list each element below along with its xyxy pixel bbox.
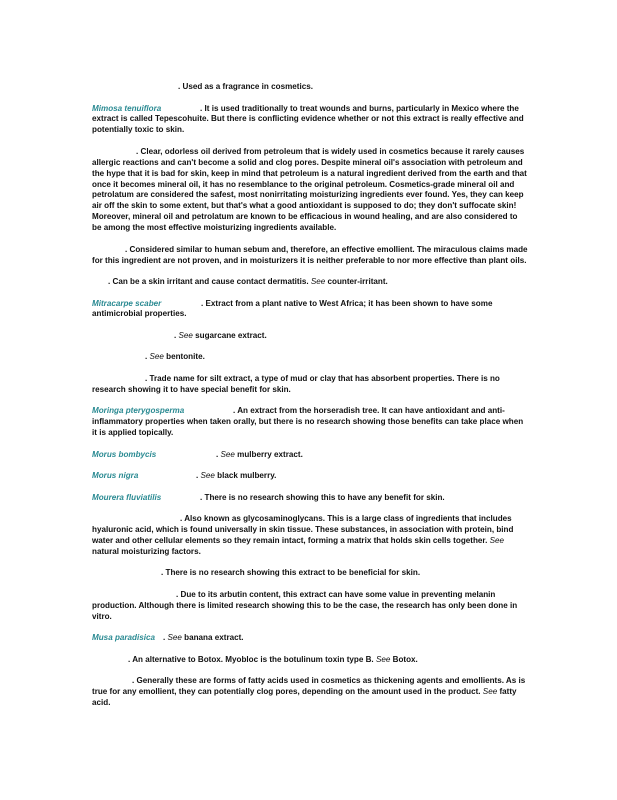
entry-term: Mimosa tenuiflora bbox=[92, 103, 162, 113]
entry-text: . Considered similar to human sebum and, therefore, an effective emollient. The miraculous claims made for this ingredient are not proven, and in moisturizers it is neither preferable to nor more effective than plant oils. bbox=[92, 244, 528, 265]
cross-reference-link[interactable]: black mulberry. bbox=[217, 471, 277, 481]
see-reference: See bbox=[149, 352, 164, 362]
entry-text: . Trade name for silt extract, a type of mud or clay that has absorbent properties. There is no research showing it to have special benefit for skin. bbox=[92, 373, 500, 394]
see-reference: See bbox=[310, 277, 326, 287]
glossary-entry bbox=[92, 374, 528, 396]
see-reference: See bbox=[167, 633, 182, 643]
entry-text: . Can be a skin irritant and cause contact dermatitis. bbox=[108, 277, 311, 287]
entry-text: . Generally these are forms of fatty acids used in cosmetics as thickening agents and emollients. As is true for any emollient, they can potentially clog pores, depending on the amount used in the product. bbox=[92, 676, 526, 697]
glossary-entry bbox=[92, 633, 528, 644]
glossary-entry bbox=[92, 568, 528, 579]
entry-term: Moringa pterygosperma bbox=[92, 406, 185, 416]
entry-term: Mourera fluviatilis bbox=[92, 492, 162, 502]
see-reference: See bbox=[482, 687, 498, 697]
entry-text: . An extract from the horseradish tree. It can have antioxidant and anti-inflammatory properties when taken orally, but there is no research showing those benefits can take place when it is applied topically. bbox=[92, 406, 524, 438]
see-reference: See bbox=[220, 449, 235, 459]
entry-text: . Also known as glycosaminoglycans. This is a large class of ingredients that includes hyaluronic acid, which is found universally in skin tissue. These substances, in association with protein, bind water and other cellular elements so they remain intact, forming a matrix that holds skin cells together. bbox=[92, 514, 514, 545]
glossary-entry bbox=[92, 104, 528, 137]
glossary-entry bbox=[92, 299, 528, 321]
glossary-entry bbox=[92, 245, 528, 267]
see-reference: See bbox=[178, 330, 193, 340]
cross-reference-link[interactable]: sugarcane extract. bbox=[195, 330, 267, 340]
entry-text: . bbox=[174, 330, 179, 340]
entry-text: . It is used traditionally to treat wounds and burns, particularly in Mexico where the extract is called Tepescohuite. But there is conflicting evidence whether or not this extract is really effective and potentially toxic to skin. bbox=[92, 103, 524, 135]
entry-term: Morus bombycis bbox=[92, 449, 157, 459]
entry-term: Mitracarpe scaber bbox=[92, 298, 162, 308]
cross-reference-link[interactable]: bentonite. bbox=[166, 352, 205, 362]
entry-text: . There is no research showing this extract to be beneficial for skin. bbox=[161, 568, 421, 578]
entry-term: Musa paradisica bbox=[92, 633, 155, 643]
cross-reference-link[interactable]: banana extract. bbox=[184, 633, 244, 643]
see-reference: See bbox=[489, 536, 505, 545]
glossary-entry bbox=[92, 277, 528, 288]
cross-reference-link[interactable]: fatty acid. bbox=[92, 687, 517, 708]
glossary-entry bbox=[92, 514, 528, 558]
cross-reference-link[interactable]: mulberry extract. bbox=[237, 449, 303, 459]
glossary-entry bbox=[92, 450, 528, 461]
glossary-entry bbox=[92, 147, 528, 234]
cross-reference-link[interactable]: Botox. bbox=[392, 654, 418, 664]
glossary-entry bbox=[92, 331, 528, 342]
entry-text: . bbox=[163, 633, 168, 643]
entry-text: . Clear, odorless oil derived from petroleum that is widely used in cosmetics because it rarely causes allergic reactions and can't become a solid and clog pores. Despite mineral oil's association with petroleum and the hype that it is bad for skin, keep in mind that petroleum is a natural ingredient derived from the earth and that once it becomes mineral oil, it has no resemblance to the original petroleum. Cosmetics-grade mineral oil and petrolatum are considered the safest, most nonirritating moisturizing ingredients ever found. Yes, they can keep air off the skin to some extent, but that's what a good antioxidant is supposed to do; they don't suffocate skin! Moreover, mineral oil and petrolatum are known to be efficacious in wound healing, and are also considered to be among the most effective moisturizing ingredients available. bbox=[92, 146, 527, 233]
entry-text: . bbox=[216, 449, 221, 459]
entry-text: . bbox=[145, 352, 150, 362]
see-reference: See bbox=[375, 654, 391, 664]
cross-reference-link[interactable]: natural moisturizing factors. bbox=[92, 546, 201, 556]
glossary-entry bbox=[92, 493, 528, 504]
cross-reference-link[interactable]: counter-irritant. bbox=[327, 277, 388, 287]
entry-text: . Extract from a plant native to West Africa; it has been shown to have some antimicrobial properties. bbox=[92, 298, 493, 319]
glossary-entry bbox=[92, 352, 528, 363]
glossary-entries bbox=[92, 82, 528, 720]
glossary-entry bbox=[92, 655, 528, 666]
glossary-entry bbox=[92, 406, 528, 439]
entry-text: . Used as a fragrance in cosmetics. bbox=[178, 82, 313, 91]
glossary-entry bbox=[92, 82, 528, 93]
entry-text: . Due to its arbutin content, this extract can have some value in preventing melanin production. Although there is limited research showing this to be the case, the research has only been done in vitro. bbox=[92, 589, 518, 621]
see-reference: See bbox=[200, 471, 215, 481]
glossary-entry bbox=[92, 676, 528, 709]
glossary-entry bbox=[92, 471, 528, 482]
glossary-entry bbox=[92, 590, 528, 623]
entry-text: . bbox=[196, 471, 201, 481]
entry-text: . An alternative to Botox. Myobloc is the botulinum toxin type B. bbox=[128, 654, 376, 664]
entry-text: . There is no research showing this to have any benefit for skin. bbox=[200, 492, 445, 502]
entry-term: Morus nigra bbox=[92, 471, 139, 481]
